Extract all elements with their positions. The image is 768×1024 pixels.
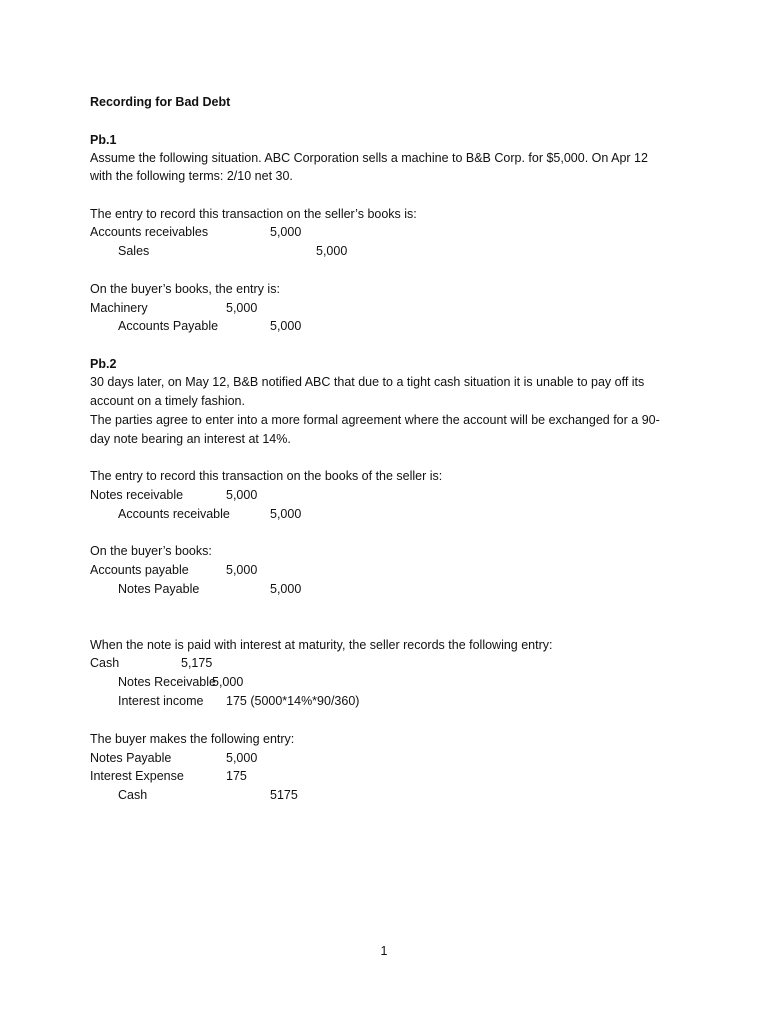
journal-account: Notes Payable	[118, 582, 200, 596]
maturity-intro: When the note is paid with interest at maturity, the seller records the following entry:	[90, 638, 553, 652]
journal-account: Interest income	[118, 694, 204, 708]
journal-debit: 5,000	[226, 488, 258, 502]
journal-debit: 5,000	[270, 225, 302, 239]
pb1-paragraph-line: Assume the following situation. ABC Corporation sells a machine to B&B Corp. for $5,000. On Apr 12	[90, 151, 648, 165]
journal-debit: 5,000	[226, 301, 258, 315]
journal-credit: 5,000	[270, 507, 302, 521]
pb2-paragraph-line: day note bearing an interest at 14%.	[90, 432, 291, 446]
pb1-heading: Pb.1	[90, 133, 117, 147]
pb2-seller-intro: The entry to record this transaction on the books of the seller is:	[90, 469, 443, 483]
journal-account: Sales	[118, 244, 150, 258]
journal-account: Accounts payable	[90, 563, 189, 577]
page-number: 1	[380, 944, 388, 958]
journal-credit: 5,000	[316, 244, 348, 258]
journal-account: Accounts receivable	[118, 507, 230, 521]
journal-account: Cash	[90, 656, 120, 670]
pb2-paragraph-line: account on a timely fashion.	[90, 394, 245, 408]
journal-account: Accounts receivables	[90, 225, 209, 239]
journal-account: Accounts Payable	[118, 319, 219, 333]
journal-debit: 5,000	[226, 563, 258, 577]
journal-account: Notes Payable	[90, 751, 172, 765]
pb2-heading: Pb.2	[90, 357, 117, 371]
journal-credit: 5,000	[270, 319, 302, 333]
pb2-paragraph-line: 30 days later, on May 12, B&B notified ABC that due to a tight cash situation it is unable to pay off its	[90, 375, 645, 389]
journal-amount: 5,000	[226, 751, 258, 765]
pb1-seller-intro: The entry to record this transaction on the seller’s books is:	[90, 207, 417, 221]
journal-amount: 5175	[270, 788, 298, 802]
journal-amount: 5,000	[212, 675, 244, 689]
pb2-paragraph-line: The parties agree to enter into a more formal agreement where the account will be exchanged for a 90-	[90, 413, 660, 427]
journal-account: Notes Receivable	[118, 675, 216, 689]
journal-credit: 5,000	[270, 582, 302, 596]
pb1-paragraph-line: with the following terms: 2/10 net 30.	[90, 169, 293, 183]
journal-amount: 175 (5000*14%*90/360)	[226, 694, 360, 708]
pb1-buyer-intro: On the buyer’s books, the entry is:	[90, 282, 280, 296]
buyer-maturity-intro: The buyer makes the following entry:	[90, 732, 295, 746]
journal-amount: 5,175	[181, 656, 213, 670]
journal-account: Notes receivable	[90, 488, 184, 502]
journal-amount: 175	[226, 769, 247, 783]
document-title: Recording for Bad Debt	[90, 95, 231, 109]
journal-account: Interest Expense	[90, 769, 184, 783]
journal-account: Cash	[118, 788, 148, 802]
journal-account: Machinery	[90, 301, 148, 315]
pb2-buyer-intro: On the buyer’s books:	[90, 544, 212, 558]
